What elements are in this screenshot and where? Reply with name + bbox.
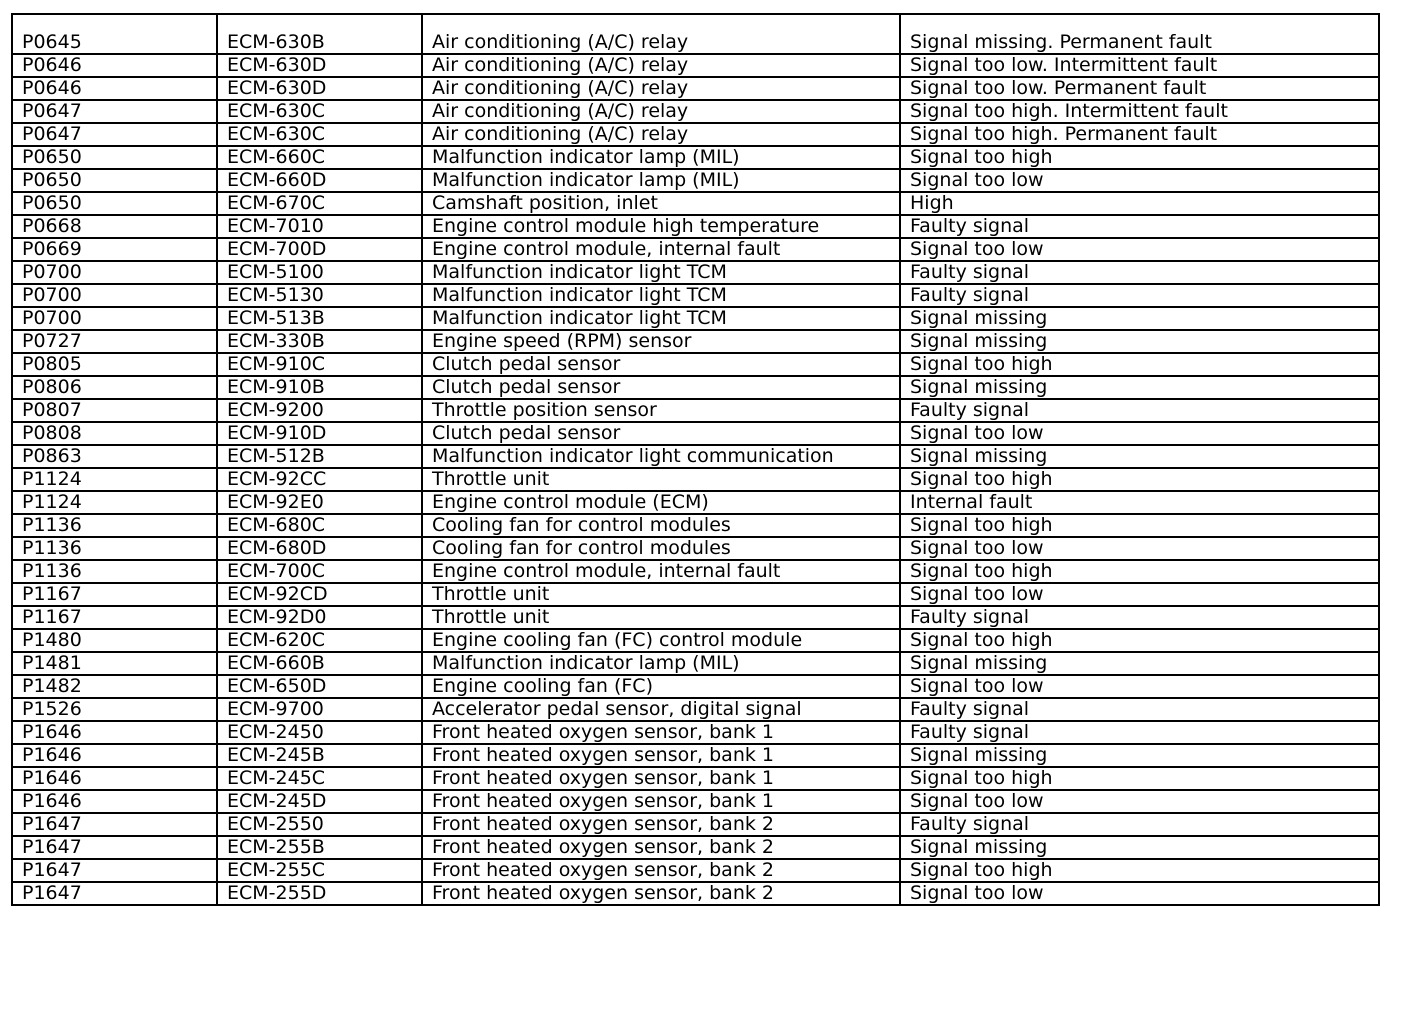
component-cell: Malfunction indicator lamp (MIL): [422, 169, 900, 192]
table-row: [12, 376, 1379, 399]
table-row: [12, 238, 1379, 261]
component-cell: Cooling fan for control modules: [422, 514, 900, 537]
dtc-code-cell: P1167: [12, 606, 217, 629]
dtc-code-cell: P1167: [12, 583, 217, 606]
dtc-code-cell: P1646: [12, 721, 217, 744]
table-row: [12, 813, 1379, 836]
fault-description-cell: Signal too high: [900, 146, 1379, 169]
ecm-code-cell: ECM-92CD: [217, 583, 422, 606]
component-cell: Engine control module high temperature: [422, 215, 900, 238]
component-cell: Engine control module, internal fault: [422, 238, 900, 261]
fault-description-cell: Signal missing: [900, 307, 1379, 330]
component-cell: Front heated oxygen sensor, bank 1: [422, 790, 900, 813]
fault-description-cell: Faulty signal: [900, 606, 1379, 629]
component-cell: Engine speed (RPM) sensor: [422, 330, 900, 353]
dtc-code-cell: P1136: [12, 537, 217, 560]
ecm-code-cell: ECM-910D: [217, 422, 422, 445]
ecm-code-cell: ECM-2550: [217, 813, 422, 836]
dtc-code-cell: P1526: [12, 698, 217, 721]
ecm-code-cell: ECM-92D0: [217, 606, 422, 629]
dtc-code-cell: P1136: [12, 514, 217, 537]
dtc-code-cell: P0650: [12, 146, 217, 169]
component-cell: Accelerator pedal sensor, digital signal: [422, 698, 900, 721]
fault-description-cell: Signal too low: [900, 238, 1379, 261]
ecm-code-cell: ECM-620C: [217, 629, 422, 652]
fault-description-cell: Signal too low. Intermittent fault: [900, 54, 1379, 77]
table-row: [12, 169, 1379, 192]
component-cell: Front heated oxygen sensor, bank 2: [422, 836, 900, 859]
fault-description-cell: Faulty signal: [900, 399, 1379, 422]
dtc-code-cell: P1482: [12, 675, 217, 698]
dtc-code-cell: P1124: [12, 491, 217, 514]
dtc-code-cell: P0669: [12, 238, 217, 261]
table-row: [12, 14, 1379, 54]
table-row: [12, 284, 1379, 307]
ecm-code-cell: ECM-630C: [217, 100, 422, 123]
table-row: [12, 192, 1379, 215]
fault-description-cell: Signal missing: [900, 330, 1379, 353]
table-row: [12, 422, 1379, 445]
table-row: [12, 652, 1379, 675]
table-row: [12, 882, 1379, 905]
component-cell: Engine cooling fan (FC): [422, 675, 900, 698]
ecm-code-cell: ECM-245B: [217, 744, 422, 767]
dtc-code-cell: P1481: [12, 652, 217, 675]
dtc-code-cell: P0700: [12, 284, 217, 307]
dtc-code-cell: P1647: [12, 882, 217, 905]
fault-description-cell: Signal too high: [900, 767, 1379, 790]
dtc-code-cell: P0646: [12, 77, 217, 100]
ecm-code-cell: ECM-910C: [217, 353, 422, 376]
dtc-code-cell: P0647: [12, 123, 217, 146]
ecm-code-cell: ECM-670C: [217, 192, 422, 215]
component-cell: Front heated oxygen sensor, bank 1: [422, 744, 900, 767]
fault-description-cell: Faulty signal: [900, 813, 1379, 836]
component-cell: Clutch pedal sensor: [422, 353, 900, 376]
fault-description-cell: Signal missing. Permanent fault: [900, 14, 1379, 54]
table-row: [12, 399, 1379, 422]
table-body: [12, 14, 1379, 905]
dtc-code-cell: P0805: [12, 353, 217, 376]
dtc-code-cell: P0808: [12, 422, 217, 445]
component-cell: Front heated oxygen sensor, bank 2: [422, 882, 900, 905]
table-row: [12, 606, 1379, 629]
ecm-code-cell: ECM-680D: [217, 537, 422, 560]
ecm-code-cell: ECM-9700: [217, 698, 422, 721]
table-row: [12, 491, 1379, 514]
component-cell: Front heated oxygen sensor, bank 2: [422, 813, 900, 836]
table-row: [12, 629, 1379, 652]
table-row: [12, 583, 1379, 606]
dtc-code-cell: P1647: [12, 813, 217, 836]
component-cell: Engine control module (ECM): [422, 491, 900, 514]
component-cell: Air conditioning (A/C) relay: [422, 77, 900, 100]
fault-description-cell: Signal too high. Permanent fault: [900, 123, 1379, 146]
ecm-code-cell: ECM-660D: [217, 169, 422, 192]
component-cell: Malfunction indicator lamp (MIL): [422, 652, 900, 675]
ecm-code-cell: ECM-630D: [217, 54, 422, 77]
ecm-code-cell: ECM-630C: [217, 123, 422, 146]
table-row: [12, 468, 1379, 491]
table-row: [12, 744, 1379, 767]
ecm-code-cell: ECM-5130: [217, 284, 422, 307]
component-cell: Air conditioning (A/C) relay: [422, 14, 900, 54]
component-cell: Malfunction indicator light communication: [422, 445, 900, 468]
ecm-code-cell: ECM-680C: [217, 514, 422, 537]
component-cell: Throttle position sensor: [422, 399, 900, 422]
table-row: [12, 560, 1379, 583]
ecm-code-cell: ECM-7010: [217, 215, 422, 238]
table-row: [12, 675, 1379, 698]
fault-description-cell: Signal too low: [900, 882, 1379, 905]
dtc-code-cell: P1647: [12, 836, 217, 859]
dtc-code-cell: P0647: [12, 100, 217, 123]
component-cell: Throttle unit: [422, 606, 900, 629]
fault-description-cell: Signal too low: [900, 537, 1379, 560]
fault-description-cell: Signal missing: [900, 652, 1379, 675]
table-row: [12, 54, 1379, 77]
component-cell: Camshaft position, inlet: [422, 192, 900, 215]
table-row: [12, 790, 1379, 813]
table-row: [12, 721, 1379, 744]
table-row: [12, 261, 1379, 284]
ecm-code-cell: ECM-255B: [217, 836, 422, 859]
fault-description-cell: Faulty signal: [900, 284, 1379, 307]
fault-description-cell: Signal too low: [900, 422, 1379, 445]
dtc-code-cell: P1124: [12, 468, 217, 491]
dtc-code-cell: P0668: [12, 215, 217, 238]
fault-description-cell: Signal too high: [900, 560, 1379, 583]
table-row: [12, 698, 1379, 721]
table-row: [12, 537, 1379, 560]
ecm-code-cell: ECM-660C: [217, 146, 422, 169]
table-row: [12, 77, 1379, 100]
table-row: [12, 146, 1379, 169]
component-cell: Throttle unit: [422, 468, 900, 491]
ecm-code-cell: ECM-700D: [217, 238, 422, 261]
component-cell: Engine control module, internal fault: [422, 560, 900, 583]
fault-description-cell: Signal missing: [900, 836, 1379, 859]
fault-description-cell: Signal too high. Intermittent fault: [900, 100, 1379, 123]
component-cell: Malfunction indicator light TCM: [422, 261, 900, 284]
dtc-code-cell: P0863: [12, 445, 217, 468]
ecm-code-cell: ECM-512B: [217, 445, 422, 468]
fault-description-cell: Signal too high: [900, 629, 1379, 652]
component-cell: Malfunction indicator lamp (MIL): [422, 146, 900, 169]
ecm-code-cell: ECM-650D: [217, 675, 422, 698]
fault-description-cell: Signal too low: [900, 169, 1379, 192]
fault-description-cell: Signal too low: [900, 790, 1379, 813]
dtc-code-cell: P0700: [12, 261, 217, 284]
dtc-code-cell: P0645: [12, 14, 217, 54]
fault-description-cell: Signal too low: [900, 583, 1379, 606]
dtc-code-cell: P0646: [12, 54, 217, 77]
table-row: [12, 445, 1379, 468]
ecm-code-cell: ECM-92CC: [217, 468, 422, 491]
ecm-code-cell: ECM-630D: [217, 77, 422, 100]
table-row: [12, 307, 1379, 330]
dtc-code-cell: P1646: [12, 767, 217, 790]
dtc-code-cell: P1646: [12, 790, 217, 813]
component-cell: Front heated oxygen sensor, bank 1: [422, 767, 900, 790]
ecm-code-cell: ECM-330B: [217, 330, 422, 353]
ecm-code-cell: ECM-910B: [217, 376, 422, 399]
fault-description-cell: Signal too high: [900, 514, 1379, 537]
ecm-code-cell: ECM-513B: [217, 307, 422, 330]
component-cell: Malfunction indicator light TCM: [422, 284, 900, 307]
dtc-code-cell: P1480: [12, 629, 217, 652]
fault-description-cell: Signal too high: [900, 859, 1379, 882]
component-cell: Air conditioning (A/C) relay: [422, 100, 900, 123]
fault-description-cell: Signal too low. Permanent fault: [900, 77, 1379, 100]
dtc-code-cell: P0727: [12, 330, 217, 353]
fault-description-cell: Signal missing: [900, 445, 1379, 468]
fault-description-cell: Signal missing: [900, 376, 1379, 399]
diagnostic-trouble-code-table: [11, 13, 1380, 906]
ecm-code-cell: ECM-700C: [217, 560, 422, 583]
fault-description-cell: Faulty signal: [900, 261, 1379, 284]
ecm-code-cell: ECM-255C: [217, 859, 422, 882]
dtc-code-cell: P0650: [12, 192, 217, 215]
ecm-code-cell: ECM-245C: [217, 767, 422, 790]
ecm-code-cell: ECM-245D: [217, 790, 422, 813]
table-row: [12, 514, 1379, 537]
component-cell: Engine cooling fan (FC) control module: [422, 629, 900, 652]
component-cell: Clutch pedal sensor: [422, 422, 900, 445]
table-row: [12, 215, 1379, 238]
table-row: [12, 353, 1379, 376]
dtc-code-cell: P1646: [12, 744, 217, 767]
component-cell: Air conditioning (A/C) relay: [422, 54, 900, 77]
fault-description-cell: Signal missing: [900, 744, 1379, 767]
component-cell: Throttle unit: [422, 583, 900, 606]
component-cell: Cooling fan for control modules: [422, 537, 900, 560]
table-row: [12, 100, 1379, 123]
fault-description-cell: Faulty signal: [900, 698, 1379, 721]
ecm-code-cell: ECM-5100: [217, 261, 422, 284]
table-row: [12, 767, 1379, 790]
ecm-code-cell: ECM-630B: [217, 14, 422, 54]
fault-description-cell: Signal too high: [900, 468, 1379, 491]
fault-description-cell: High: [900, 192, 1379, 215]
fault-description-cell: Faulty signal: [900, 721, 1379, 744]
dtc-code-cell: P0700: [12, 307, 217, 330]
dtc-code-cell: P1136: [12, 560, 217, 583]
fault-description-cell: Signal too low: [900, 675, 1379, 698]
table-row: [12, 123, 1379, 146]
ecm-code-cell: ECM-2450: [217, 721, 422, 744]
dtc-code-cell: P0807: [12, 399, 217, 422]
table-row: [12, 836, 1379, 859]
fault-description-cell: Faulty signal: [900, 215, 1379, 238]
ecm-code-cell: ECM-9200: [217, 399, 422, 422]
ecm-code-cell: ECM-660B: [217, 652, 422, 675]
dtc-code-cell: P0806: [12, 376, 217, 399]
ecm-code-cell: ECM-92E0: [217, 491, 422, 514]
table-row: [12, 859, 1379, 882]
component-cell: Air conditioning (A/C) relay: [422, 123, 900, 146]
ecm-code-cell: ECM-255D: [217, 882, 422, 905]
component-cell: Front heated oxygen sensor, bank 2: [422, 859, 900, 882]
fault-description-cell: Signal too high: [900, 353, 1379, 376]
component-cell: Malfunction indicator light TCM: [422, 307, 900, 330]
dtc-code-cell: P1647: [12, 859, 217, 882]
component-cell: Front heated oxygen sensor, bank 1: [422, 721, 900, 744]
fault-description-cell: Internal fault: [900, 491, 1379, 514]
dtc-code-cell: P0650: [12, 169, 217, 192]
table-row: [12, 330, 1379, 353]
component-cell: Clutch pedal sensor: [422, 376, 900, 399]
